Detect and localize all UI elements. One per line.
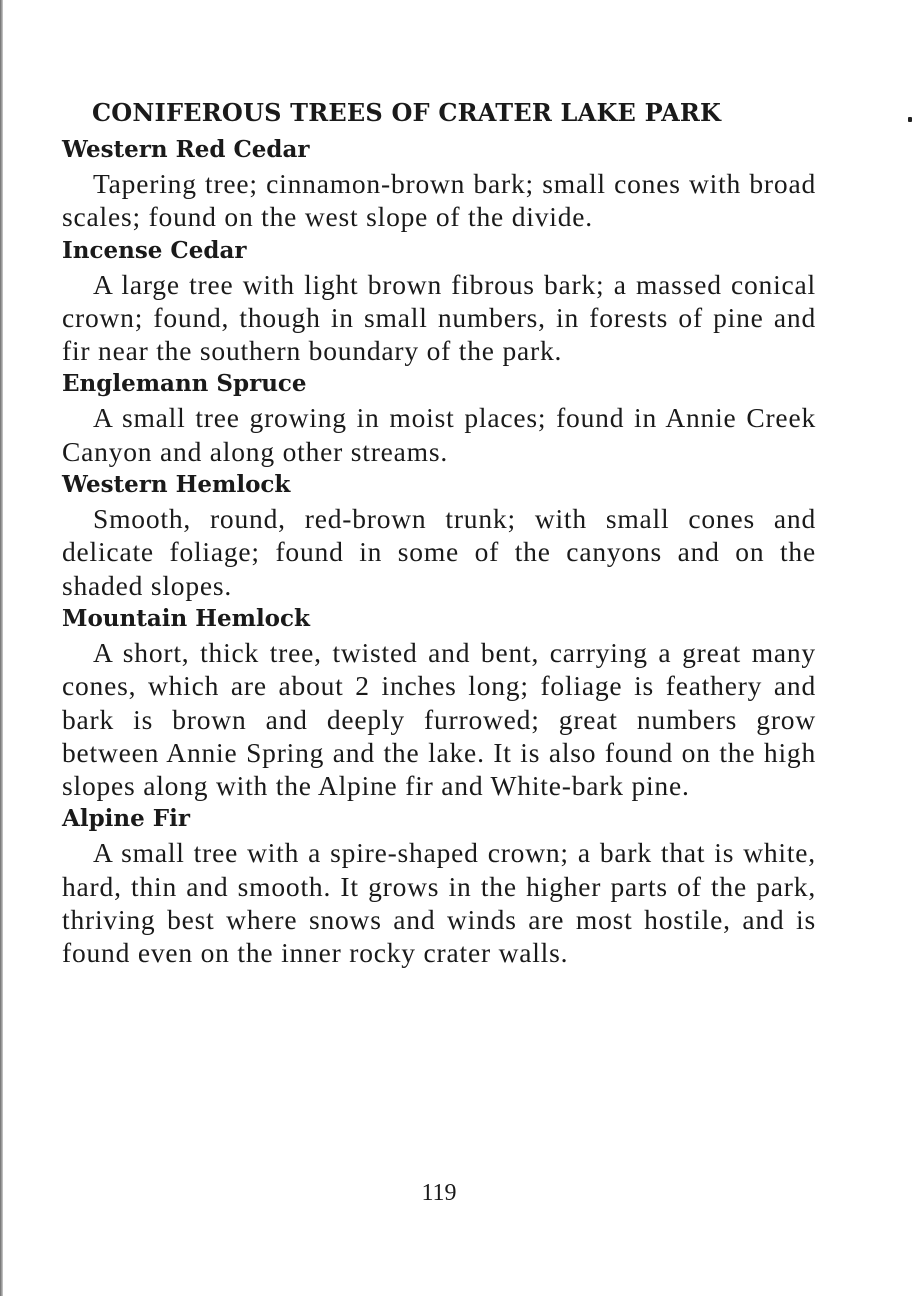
page-binding-edge [0, 0, 3, 1296]
page-content [62, 93, 816, 970]
entry-description: A large tree with light brown fibrous bark; a massed conical crown; found, though in small numbers, in forests of pine and fir near the southern boundary of the park. [62, 268, 816, 367]
page-number: 119 [421, 1180, 457, 1206]
print-speck [908, 117, 912, 122]
entry-heading: Incense Cedar [62, 236, 247, 264]
entry-heading: Western Hemlock [62, 471, 291, 499]
page-title: CONIFEROUS TREES OF CRATER LAKE PARK [92, 98, 722, 127]
entry-incense-cedar [62, 234, 816, 368]
entry-description: Tapering tree; cinnamon-brown bark; small cones with broad scales; found on the west slope of the divide. [62, 168, 816, 233]
entry-alpine-fir [62, 802, 816, 969]
entry-description: A short, thick tree, twisted and bent, carrying a great many cones, which are about 2 inches long; foliage is feathery and bark is brown and deeply furrowed; great numbers grow between Annie Spring and the lake. It is also found on the high slopes along with the Alpine fir and White-bark pine. [62, 636, 816, 802]
entry-mountain-hemlock [62, 602, 816, 802]
entry-heading: Mountain Hemlock [62, 604, 310, 632]
entry-heading: Englemann Spruce [62, 370, 307, 398]
entry-englemann-spruce [62, 367, 816, 468]
entry-western-hemlock [62, 468, 816, 602]
entry-description: A small tree with a spire-shaped crown; a bark that is white, hard, thin and smooth. It grows in the higher parts of the park, thriving best where snows and winds are most hostile, and is found even on the inner rocky crater walls. [62, 837, 816, 969]
entry-western-red-cedar [62, 133, 816, 234]
entry-heading: Western Red Cedar [62, 136, 310, 163]
entry-description: A small tree growing in moist places; found in Annie Creek Canyon and along other streams. [62, 402, 816, 467]
entry-heading: Alpine Fir [62, 805, 190, 833]
entry-description: Smooth, round, red-brown trunk; with small cones and delicate foliage; found in some of the canyons and on the shaded slopes. [62, 503, 816, 601]
